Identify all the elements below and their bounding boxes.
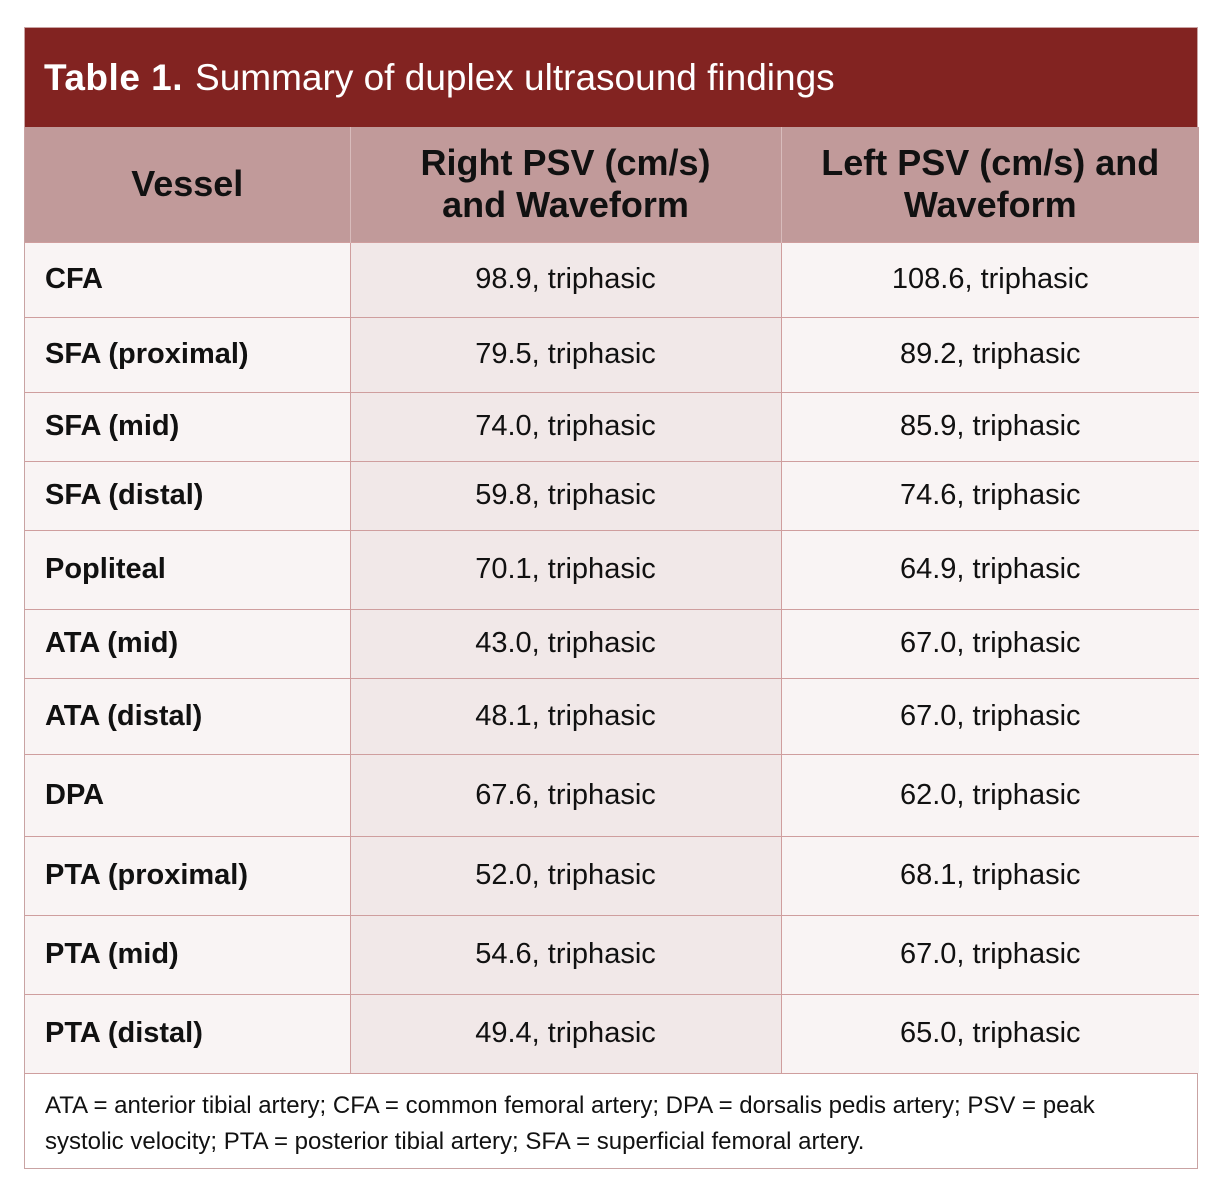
right-psv-cell: 98.9, triphasic [350, 242, 781, 317]
header-left-line2: Waveform [903, 184, 1077, 226]
table-row [25, 915, 1199, 994]
vessel-cell: PTA (mid) [25, 915, 350, 994]
table-row [25, 678, 1199, 754]
right-psv-cell: 48.1, triphasic [350, 678, 781, 754]
table-title-bar [25, 28, 1197, 127]
table-row [25, 317, 1199, 392]
vessel-cell: PTA (distal) [25, 994, 350, 1073]
right-psv-cell: 79.5, triphasic [350, 317, 781, 392]
left-psv-cell: 62.0, triphasic [781, 754, 1199, 836]
vessel-cell: PTA (proximal) [25, 836, 350, 915]
vessel-cell: SFA (mid) [25, 392, 350, 461]
header-left-psv [781, 127, 1199, 242]
right-psv-cell: 43.0, triphasic [350, 609, 781, 678]
left-psv-cell: 74.6, triphasic [781, 461, 1199, 530]
header-right-psv [350, 127, 781, 242]
table-row [25, 836, 1199, 915]
vessel-cell: SFA (distal) [25, 461, 350, 530]
left-psv-cell: 85.9, triphasic [781, 392, 1199, 461]
header-right-line1: Right PSV (cm/s) [420, 142, 711, 184]
vessel-cell: SFA (proximal) [25, 317, 350, 392]
left-psv-cell: 108.6, triphasic [781, 242, 1199, 317]
right-psv-cell: 59.8, triphasic [350, 461, 781, 530]
table-row [25, 754, 1199, 836]
table-row [25, 609, 1199, 678]
table-number: Table 1. [44, 56, 184, 98]
vessel-cell: Popliteal [25, 530, 350, 609]
results-table-container [24, 27, 1198, 1169]
table-row [25, 530, 1199, 609]
left-psv-cell: 68.1, triphasic [781, 836, 1199, 915]
table-footnote: ATA = anterior tibial artery; CFA = common femoral artery; DPA = dorsalis pedis artery; PSV = peak systolic velocity; PTA = posterior tibial artery; SFA = superficial femoral artery. [25, 1073, 1197, 1160]
right-psv-cell: 52.0, triphasic [350, 836, 781, 915]
header-row [25, 127, 1199, 242]
right-psv-cell: 70.1, triphasic [350, 530, 781, 609]
left-psv-cell: 89.2, triphasic [781, 317, 1199, 392]
table-row [25, 994, 1199, 1073]
table-body [25, 242, 1199, 1073]
right-psv-cell: 54.6, triphasic [350, 915, 781, 994]
left-psv-cell: 67.0, triphasic [781, 915, 1199, 994]
header-vessel-label: Vessel [131, 163, 244, 205]
header-left-line1: Left PSV (cm/s) and [821, 142, 1160, 184]
right-psv-cell: 74.0, triphasic [350, 392, 781, 461]
header-vessel [25, 127, 350, 242]
left-psv-cell: 67.0, triphasic [781, 609, 1199, 678]
findings-table [25, 127, 1199, 1073]
left-psv-cell: 64.9, triphasic [781, 530, 1199, 609]
right-psv-cell: 49.4, triphasic [350, 994, 781, 1073]
vessel-cell: DPA [25, 754, 350, 836]
vessel-cell: ATA (distal) [25, 678, 350, 754]
table-row [25, 242, 1199, 317]
table-row [25, 392, 1199, 461]
left-psv-cell: 67.0, triphasic [781, 678, 1199, 754]
vessel-cell: ATA (mid) [25, 609, 350, 678]
left-psv-cell: 65.0, triphasic [781, 994, 1199, 1073]
table-row [25, 461, 1199, 530]
vessel-cell: CFA [25, 242, 350, 317]
right-psv-cell: 67.6, triphasic [350, 754, 781, 836]
header-right-line2: and Waveform [442, 184, 689, 226]
table-title: Summary of duplex ultrasound findings [195, 56, 835, 98]
